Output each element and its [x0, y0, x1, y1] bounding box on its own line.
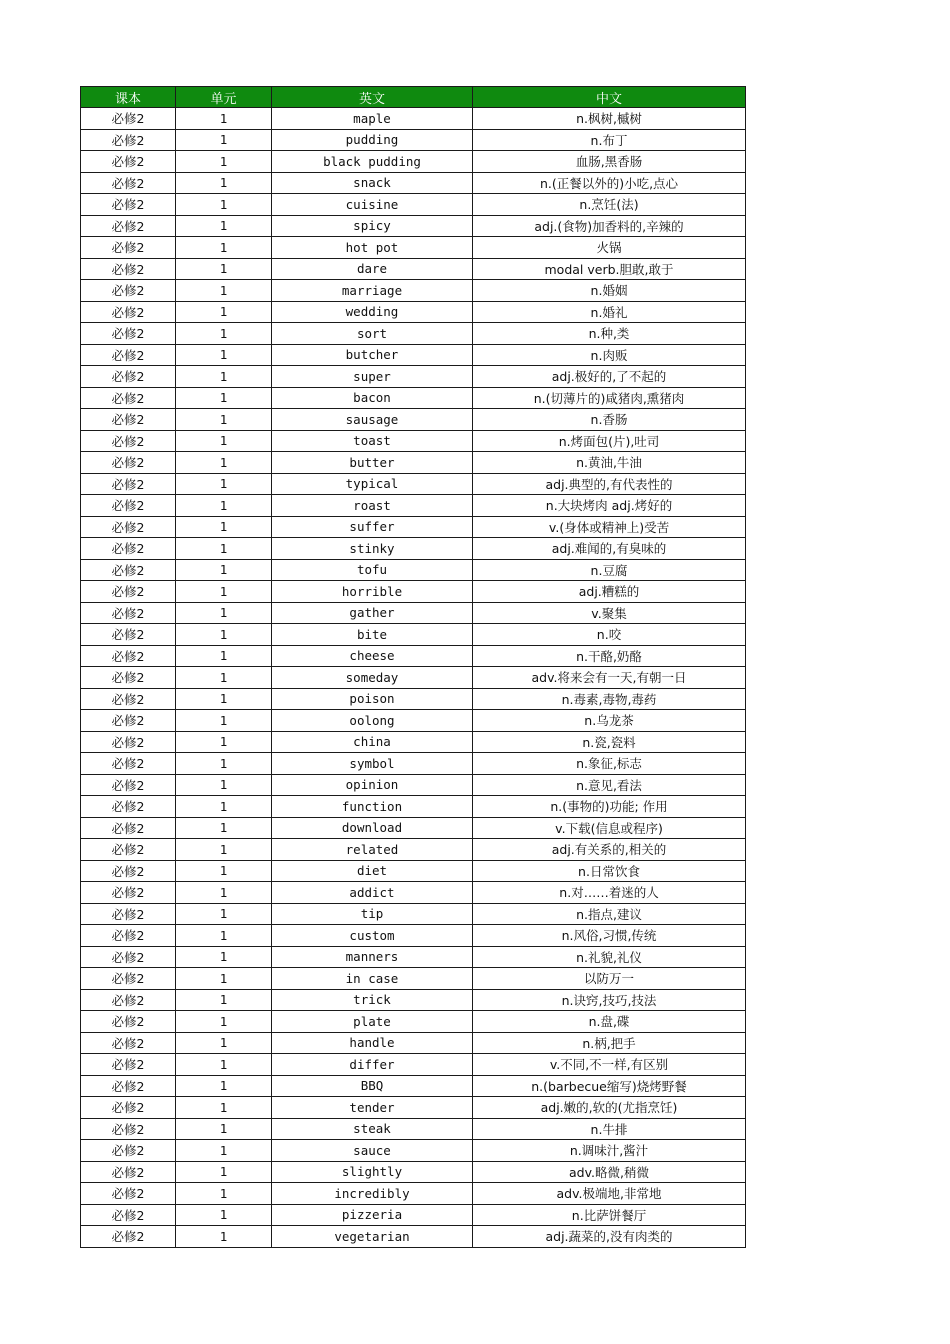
cell-chinese: v.不同,不一样,有区别 — [473, 1054, 746, 1076]
cell-chinese: n.干酪,奶酪 — [473, 645, 746, 667]
cell-unit: 1 — [176, 645, 272, 667]
cell-textbook: 必修2 — [81, 602, 176, 624]
cell-english: symbol — [272, 753, 473, 775]
cell-textbook: 必修2 — [81, 1204, 176, 1226]
cell-english: in case — [272, 968, 473, 990]
table-row — [81, 860, 746, 882]
cell-chinese: n.柄,把手 — [473, 1032, 746, 1054]
table-row — [81, 667, 746, 689]
cell-unit: 1 — [176, 602, 272, 624]
cell-english: custom — [272, 925, 473, 947]
cell-unit: 1 — [176, 301, 272, 323]
cell-unit: 1 — [176, 989, 272, 1011]
cell-textbook: 必修2 — [81, 172, 176, 194]
cell-english: stinky — [272, 538, 473, 560]
table-row — [81, 1032, 746, 1054]
cell-textbook: 必修2 — [81, 989, 176, 1011]
cell-english: steak — [272, 1118, 473, 1140]
cell-english: vegetarian — [272, 1226, 473, 1248]
table-row — [81, 1226, 746, 1248]
cell-unit: 1 — [176, 925, 272, 947]
cell-unit: 1 — [176, 1097, 272, 1119]
table-row — [81, 323, 746, 345]
cell-unit: 1 — [176, 624, 272, 646]
cell-chinese: n.豆腐 — [473, 559, 746, 581]
cell-english: manners — [272, 946, 473, 968]
cell-english: cheese — [272, 645, 473, 667]
table-row — [81, 387, 746, 409]
cell-textbook: 必修2 — [81, 1226, 176, 1248]
table-row — [81, 710, 746, 732]
cell-unit: 1 — [176, 108, 272, 130]
cell-textbook: 必修2 — [81, 645, 176, 667]
cell-chinese: n.日常饮食 — [473, 860, 746, 882]
table-row — [81, 1183, 746, 1205]
cell-chinese: n.盘,碟 — [473, 1011, 746, 1033]
header-english: 英文 — [272, 87, 473, 108]
cell-chinese: v.聚集 — [473, 602, 746, 624]
cell-chinese: n.诀窍,技巧,技法 — [473, 989, 746, 1011]
cell-english: spicy — [272, 215, 473, 237]
cell-english: trick — [272, 989, 473, 1011]
cell-unit: 1 — [176, 1032, 272, 1054]
table-row — [81, 1075, 746, 1097]
cell-textbook: 必修2 — [81, 925, 176, 947]
cell-chinese: n.牛排 — [473, 1118, 746, 1140]
table-row — [81, 452, 746, 474]
table-row — [81, 645, 746, 667]
table-row — [81, 172, 746, 194]
cell-chinese: v.(身体或精神上)受苦 — [473, 516, 746, 538]
cell-english: opinion — [272, 774, 473, 796]
cell-unit: 1 — [176, 968, 272, 990]
table-row — [81, 903, 746, 925]
cell-textbook: 必修2 — [81, 753, 176, 775]
cell-english: related — [272, 839, 473, 861]
cell-english: butter — [272, 452, 473, 474]
cell-textbook: 必修2 — [81, 839, 176, 861]
table-row — [81, 839, 746, 861]
cell-chinese: n.象征,标志 — [473, 753, 746, 775]
table-row — [81, 989, 746, 1011]
cell-chinese: n.肉贩 — [473, 344, 746, 366]
cell-unit: 1 — [176, 1183, 272, 1205]
cell-unit: 1 — [176, 1140, 272, 1162]
cell-english: horrible — [272, 581, 473, 603]
table-row — [81, 817, 746, 839]
cell-english: sort — [272, 323, 473, 345]
cell-unit: 1 — [176, 215, 272, 237]
cell-textbook: 必修2 — [81, 710, 176, 732]
cell-unit: 1 — [176, 817, 272, 839]
cell-unit: 1 — [176, 538, 272, 560]
cell-chinese: n.指点,建议 — [473, 903, 746, 925]
table-row — [81, 215, 746, 237]
cell-textbook: 必修2 — [81, 1075, 176, 1097]
cell-textbook: 必修2 — [81, 1140, 176, 1162]
cell-textbook: 必修2 — [81, 559, 176, 581]
cell-textbook: 必修2 — [81, 1054, 176, 1076]
cell-chinese: n.毒素,毒物,毒药 — [473, 688, 746, 710]
cell-english: tender — [272, 1097, 473, 1119]
header-chinese: 中文 — [473, 87, 746, 108]
table-row — [81, 1118, 746, 1140]
header-textbook: 课本 — [81, 87, 176, 108]
cell-english: slightly — [272, 1161, 473, 1183]
cell-textbook: 必修2 — [81, 387, 176, 409]
cell-chinese: 血肠,黑香肠 — [473, 151, 746, 173]
cell-unit: 1 — [176, 473, 272, 495]
cell-unit: 1 — [176, 129, 272, 151]
cell-chinese: n.枫树,槭树 — [473, 108, 746, 130]
cell-chinese: adj.典型的,有代表性的 — [473, 473, 746, 495]
cell-unit: 1 — [176, 1204, 272, 1226]
cell-english: download — [272, 817, 473, 839]
cell-textbook: 必修2 — [81, 301, 176, 323]
cell-unit: 1 — [176, 280, 272, 302]
cell-unit: 1 — [176, 430, 272, 452]
cell-english: pizzeria — [272, 1204, 473, 1226]
cell-chinese: n.香肠 — [473, 409, 746, 431]
cell-chinese: n.(barbecue缩写)烧烤野餐 — [473, 1075, 746, 1097]
cell-chinese: n.黄油,牛油 — [473, 452, 746, 474]
cell-textbook: 必修2 — [81, 495, 176, 517]
cell-chinese: n.比萨饼餐厅 — [473, 1204, 746, 1226]
cell-textbook: 必修2 — [81, 194, 176, 216]
cell-unit: 1 — [176, 882, 272, 904]
table-row — [81, 516, 746, 538]
cell-textbook: 必修2 — [81, 430, 176, 452]
cell-unit: 1 — [176, 796, 272, 818]
table-row — [81, 538, 746, 560]
cell-unit: 1 — [176, 753, 272, 775]
cell-textbook: 必修2 — [81, 667, 176, 689]
cell-textbook: 必修2 — [81, 344, 176, 366]
cell-unit: 1 — [176, 194, 272, 216]
cell-chinese: n.(正餐以外的)小吃,点心 — [473, 172, 746, 194]
cell-chinese: n.对……着迷的人 — [473, 882, 746, 904]
cell-chinese: 以防万一 — [473, 968, 746, 990]
table-row — [81, 1204, 746, 1226]
cell-textbook: 必修2 — [81, 215, 176, 237]
cell-chinese: adj.糟糕的 — [473, 581, 746, 603]
table-row — [81, 344, 746, 366]
cell-english: wedding — [272, 301, 473, 323]
cell-chinese: adj.蔬菜的,没有肉类的 — [473, 1226, 746, 1248]
cell-chinese: n.婚姻 — [473, 280, 746, 302]
cell-textbook: 必修2 — [81, 1032, 176, 1054]
cell-chinese: n.大块烤肉 adj.烤好的 — [473, 495, 746, 517]
cell-unit: 1 — [176, 774, 272, 796]
cell-unit: 1 — [176, 1161, 272, 1183]
cell-english: super — [272, 366, 473, 388]
cell-unit: 1 — [176, 946, 272, 968]
table-row — [81, 774, 746, 796]
cell-english: oolong — [272, 710, 473, 732]
cell-textbook: 必修2 — [81, 323, 176, 345]
cell-unit: 1 — [176, 839, 272, 861]
cell-english: gather — [272, 602, 473, 624]
cell-unit: 1 — [176, 409, 272, 431]
cell-chinese: n.(切薄片的)咸猪肉,熏猪肉 — [473, 387, 746, 409]
cell-english: marriage — [272, 280, 473, 302]
cell-english: pudding — [272, 129, 473, 151]
table-row — [81, 237, 746, 259]
cell-english: china — [272, 731, 473, 753]
table-row — [81, 151, 746, 173]
cell-chinese: adj.有关系的,相关的 — [473, 839, 746, 861]
cell-textbook: 必修2 — [81, 409, 176, 431]
cell-unit: 1 — [176, 237, 272, 259]
cell-english: toast — [272, 430, 473, 452]
cell-unit: 1 — [176, 495, 272, 517]
table-row — [81, 129, 746, 151]
cell-english: diet — [272, 860, 473, 882]
cell-chinese: adv.极端地,非常地 — [473, 1183, 746, 1205]
cell-english: function — [272, 796, 473, 818]
cell-unit: 1 — [176, 344, 272, 366]
cell-english: BBQ — [272, 1075, 473, 1097]
cell-english: tofu — [272, 559, 473, 581]
cell-textbook: 必修2 — [81, 452, 176, 474]
cell-chinese: n.咬 — [473, 624, 746, 646]
cell-unit: 1 — [176, 1118, 272, 1140]
vocabulary-table — [80, 86, 746, 1248]
table-row — [81, 731, 746, 753]
table-row — [81, 602, 746, 624]
table-row — [81, 430, 746, 452]
cell-chinese: n.婚礼 — [473, 301, 746, 323]
cell-chinese: n.(事物的)功能; 作用 — [473, 796, 746, 818]
cell-english: handle — [272, 1032, 473, 1054]
cell-chinese: n.乌龙茶 — [473, 710, 746, 732]
cell-unit: 1 — [176, 323, 272, 345]
table-row — [81, 946, 746, 968]
cell-textbook: 必修2 — [81, 624, 176, 646]
cell-textbook: 必修2 — [81, 860, 176, 882]
cell-chinese: adj.极好的,了不起的 — [473, 366, 746, 388]
cell-textbook: 必修2 — [81, 280, 176, 302]
cell-chinese: n.礼貌,礼仪 — [473, 946, 746, 968]
cell-chinese: n.意见,看法 — [473, 774, 746, 796]
table-row — [81, 258, 746, 280]
cell-english: tip — [272, 903, 473, 925]
cell-unit: 1 — [176, 1054, 272, 1076]
table-row — [81, 624, 746, 646]
header-unit: 单元 — [176, 87, 272, 108]
table-row — [81, 1140, 746, 1162]
cell-chinese: n.瓷,瓷料 — [473, 731, 746, 753]
cell-textbook: 必修2 — [81, 151, 176, 173]
table-row — [81, 409, 746, 431]
cell-textbook: 必修2 — [81, 237, 176, 259]
cell-textbook: 必修2 — [81, 1097, 176, 1119]
cell-unit: 1 — [176, 151, 272, 173]
cell-unit: 1 — [176, 581, 272, 603]
cell-english: hot pot — [272, 237, 473, 259]
cell-english: poison — [272, 688, 473, 710]
cell-english: differ — [272, 1054, 473, 1076]
table-row — [81, 925, 746, 947]
table-row — [81, 581, 746, 603]
table-row — [81, 753, 746, 775]
cell-unit: 1 — [176, 710, 272, 732]
table-row — [81, 194, 746, 216]
cell-unit: 1 — [176, 688, 272, 710]
table-row — [81, 559, 746, 581]
cell-textbook: 必修2 — [81, 688, 176, 710]
cell-unit: 1 — [176, 1075, 272, 1097]
cell-unit: 1 — [176, 1011, 272, 1033]
header-row — [81, 87, 746, 108]
cell-textbook: 必修2 — [81, 581, 176, 603]
cell-unit: 1 — [176, 452, 272, 474]
cell-english: bacon — [272, 387, 473, 409]
cell-english: plate — [272, 1011, 473, 1033]
cell-english: sauce — [272, 1140, 473, 1162]
cell-textbook: 必修2 — [81, 882, 176, 904]
table-row — [81, 1054, 746, 1076]
table-row — [81, 366, 746, 388]
cell-textbook: 必修2 — [81, 1011, 176, 1033]
cell-chinese: n.布丁 — [473, 129, 746, 151]
cell-textbook: 必修2 — [81, 473, 176, 495]
cell-english: bite — [272, 624, 473, 646]
cell-english: roast — [272, 495, 473, 517]
cell-english: maple — [272, 108, 473, 130]
table-row — [81, 968, 746, 990]
table-row — [81, 495, 746, 517]
cell-english: someday — [272, 667, 473, 689]
cell-unit: 1 — [176, 1226, 272, 1248]
cell-unit: 1 — [176, 903, 272, 925]
cell-unit: 1 — [176, 387, 272, 409]
cell-textbook: 必修2 — [81, 516, 176, 538]
cell-textbook: 必修2 — [81, 538, 176, 560]
cell-chinese: adv.略微,稍微 — [473, 1161, 746, 1183]
cell-unit: 1 — [176, 860, 272, 882]
table-row — [81, 301, 746, 323]
cell-chinese: v.下载(信息或程序) — [473, 817, 746, 839]
cell-textbook: 必修2 — [81, 129, 176, 151]
cell-unit: 1 — [176, 516, 272, 538]
cell-english: snack — [272, 172, 473, 194]
cell-english: black pudding — [272, 151, 473, 173]
table-row — [81, 882, 746, 904]
cell-unit: 1 — [176, 258, 272, 280]
cell-textbook: 必修2 — [81, 258, 176, 280]
cell-unit: 1 — [176, 172, 272, 194]
cell-chinese: n.风俗,习惯,传统 — [473, 925, 746, 947]
cell-textbook: 必修2 — [81, 731, 176, 753]
cell-textbook: 必修2 — [81, 903, 176, 925]
cell-chinese: modal verb.胆敢,敢于 — [473, 258, 746, 280]
cell-textbook: 必修2 — [81, 817, 176, 839]
cell-english: cuisine — [272, 194, 473, 216]
cell-english: dare — [272, 258, 473, 280]
table-row — [81, 796, 746, 818]
cell-chinese: n.烹饪(法) — [473, 194, 746, 216]
cell-textbook: 必修2 — [81, 366, 176, 388]
cell-english: suffer — [272, 516, 473, 538]
table-row — [81, 1097, 746, 1119]
cell-chinese: adj.难闻的,有臭味的 — [473, 538, 746, 560]
cell-unit: 1 — [176, 667, 272, 689]
table-row — [81, 1011, 746, 1033]
cell-textbook: 必修2 — [81, 796, 176, 818]
cell-unit: 1 — [176, 559, 272, 581]
cell-chinese: n.种,类 — [473, 323, 746, 345]
cell-unit: 1 — [176, 366, 272, 388]
cell-chinese: n.调味汁,酱汁 — [473, 1140, 746, 1162]
cell-chinese: adj.(食物)加香料的,辛辣的 — [473, 215, 746, 237]
cell-unit: 1 — [176, 731, 272, 753]
cell-english: sausage — [272, 409, 473, 431]
table-body — [81, 108, 746, 1248]
cell-english: incredibly — [272, 1183, 473, 1205]
table-row — [81, 280, 746, 302]
cell-english: typical — [272, 473, 473, 495]
cell-chinese: n.烤面包(片),吐司 — [473, 430, 746, 452]
table-row — [81, 1161, 746, 1183]
cell-english: butcher — [272, 344, 473, 366]
table-row — [81, 108, 746, 130]
cell-english: addict — [272, 882, 473, 904]
cell-textbook: 必修2 — [81, 946, 176, 968]
cell-textbook: 必修2 — [81, 1161, 176, 1183]
table-row — [81, 473, 746, 495]
cell-textbook: 必修2 — [81, 774, 176, 796]
cell-textbook: 必修2 — [81, 1183, 176, 1205]
cell-chinese: 火锅 — [473, 237, 746, 259]
cell-chinese: adj.嫩的,软的(尤指烹饪) — [473, 1097, 746, 1119]
cell-textbook: 必修2 — [81, 1118, 176, 1140]
table-row — [81, 688, 746, 710]
cell-textbook: 必修2 — [81, 108, 176, 130]
cell-textbook: 必修2 — [81, 968, 176, 990]
cell-chinese: adv.将来会有一天,有朝一日 — [473, 667, 746, 689]
